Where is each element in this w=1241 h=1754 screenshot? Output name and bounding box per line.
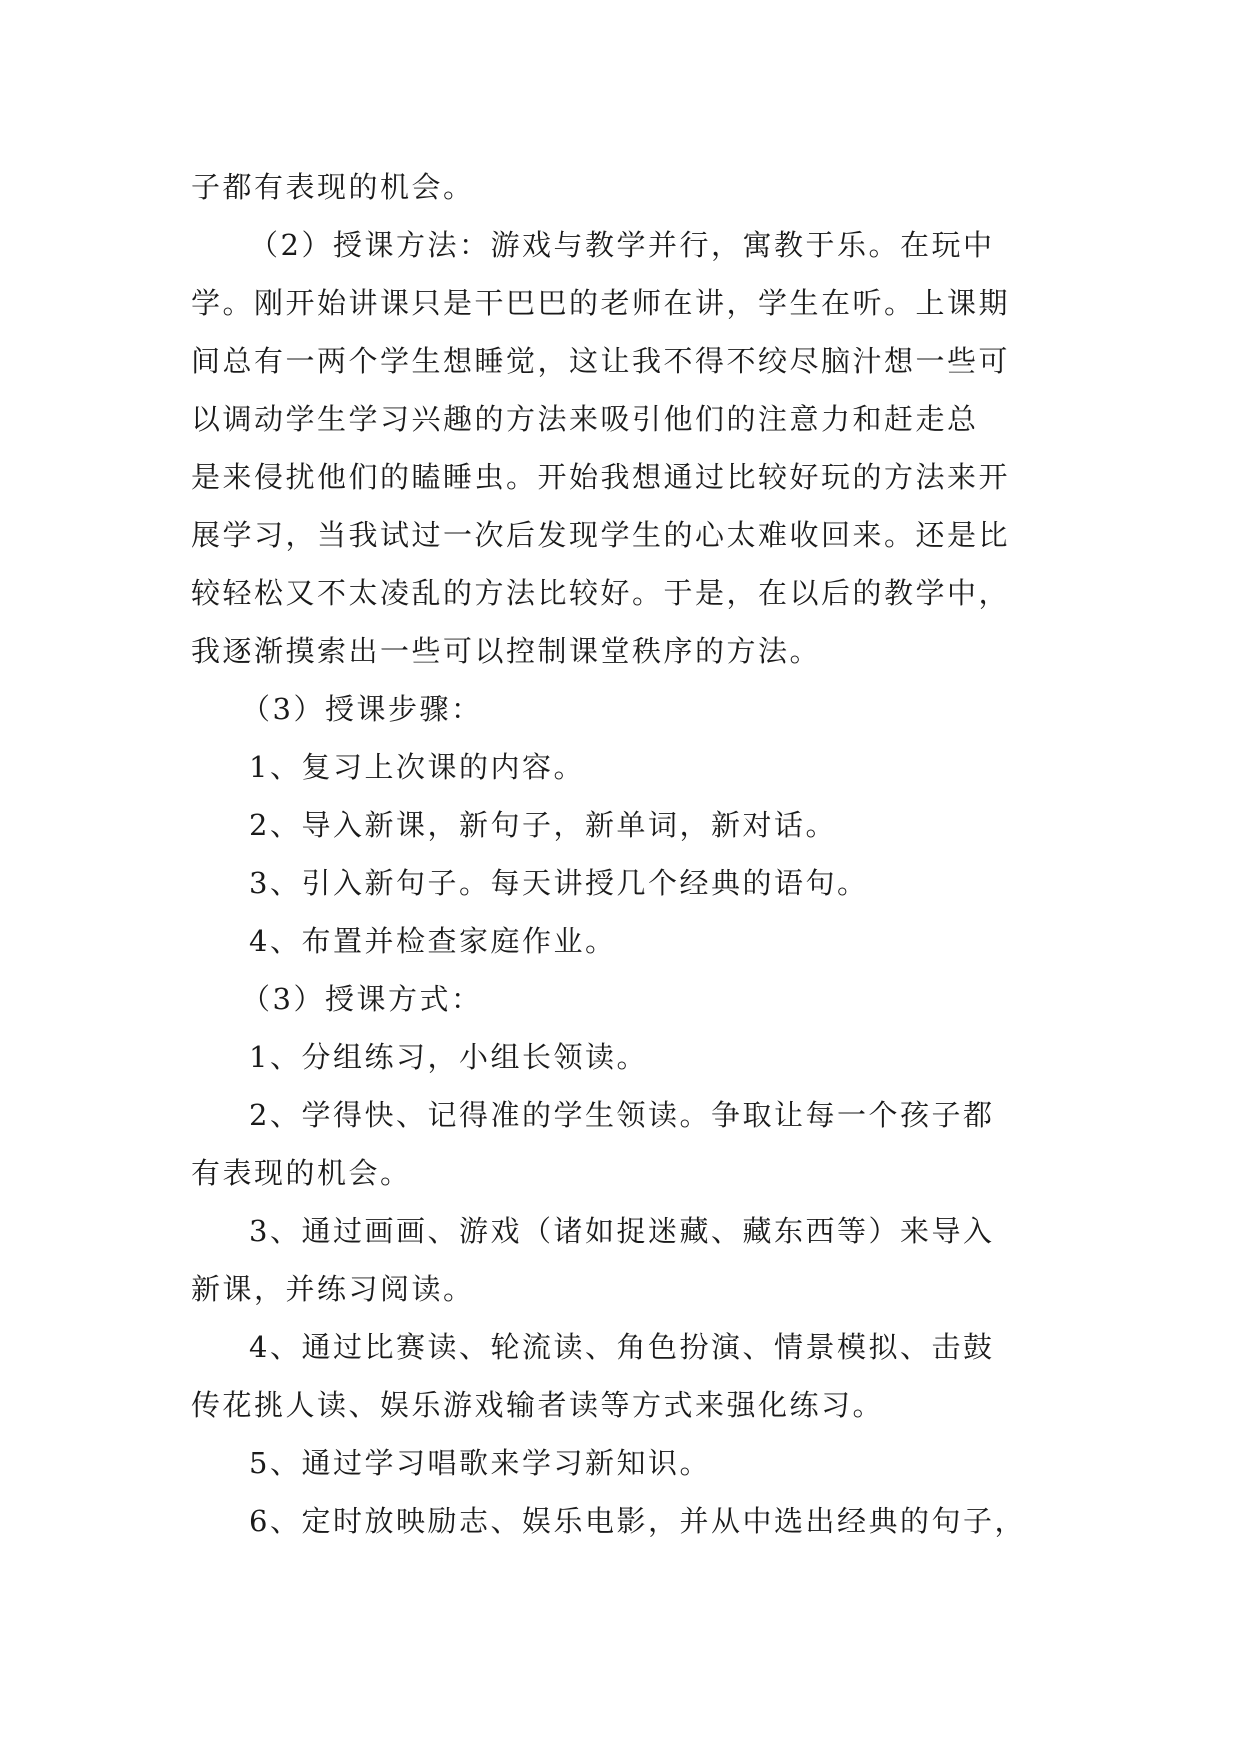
text-line: 较轻松又不太凌乱的方法比较好。于是，在以后的教学中， [191, 576, 1011, 610]
list-item: 6、定时放映励志、娱乐电影，并从中选出经典的句子， [249, 1504, 1026, 1538]
text-line: （2）授课方法：游戏与教学并行，寓教于乐。在玩中 [249, 228, 995, 262]
list-item: 5、通过学习唱歌来学习新知识。 [249, 1446, 711, 1480]
text-line: 有表现的机会。 [191, 1156, 412, 1190]
section-heading: （3）授课方式： [241, 982, 483, 1016]
document-body [191, 158, 1071, 1550]
list-item: 1、复习上次课的内容。 [249, 750, 585, 784]
text-line: 以调动学生学习兴趣的方法来吸引他们的注意力和赶走总 [191, 402, 979, 436]
list-item: 4、布置并检查家庭作业。 [249, 924, 617, 958]
list-item: 3、引入新句子。每天讲授几个经典的语句。 [249, 866, 869, 900]
text-line: 新课，并练习阅读。 [191, 1272, 475, 1306]
text-line: 子都有表现的机会。 [191, 170, 475, 204]
text-line: 传花挑人读、娱乐游戏输者读等方式来强化练习。 [191, 1388, 885, 1422]
text-line: 展学习，当我试过一次后发现学生的心太难收回来。还是比 [191, 518, 1011, 552]
list-item: 2、导入新课，新句子，新单词，新对话。 [249, 808, 837, 842]
text-line: 学。刚开始讲课只是干巴巴的老师在讲，学生在听。上课期 [191, 286, 1011, 320]
list-item: 1、分组练习，小组长领读。 [249, 1040, 648, 1074]
text-line: 我逐渐摸索出一些可以控制课堂秩序的方法。 [191, 634, 822, 668]
list-item: 2、学得快、记得准的学生领读。争取让每一个孩子都 [249, 1098, 995, 1132]
text-line: 间总有一两个学生想睡觉，这让我不得不绞尽脑汁想一些可 [191, 344, 1011, 378]
list-item: 3、通过画画、游戏（诸如捉迷藏、藏东西等）来导入 [249, 1214, 995, 1248]
list-item: 4、通过比赛读、轮流读、角色扮演、情景模拟、击鼓 [249, 1330, 995, 1364]
text-line: 是来侵扰他们的瞌睡虫。开始我想通过比较好玩的方法来开 [191, 460, 1011, 494]
section-heading: （3）授课步骤： [241, 692, 483, 726]
